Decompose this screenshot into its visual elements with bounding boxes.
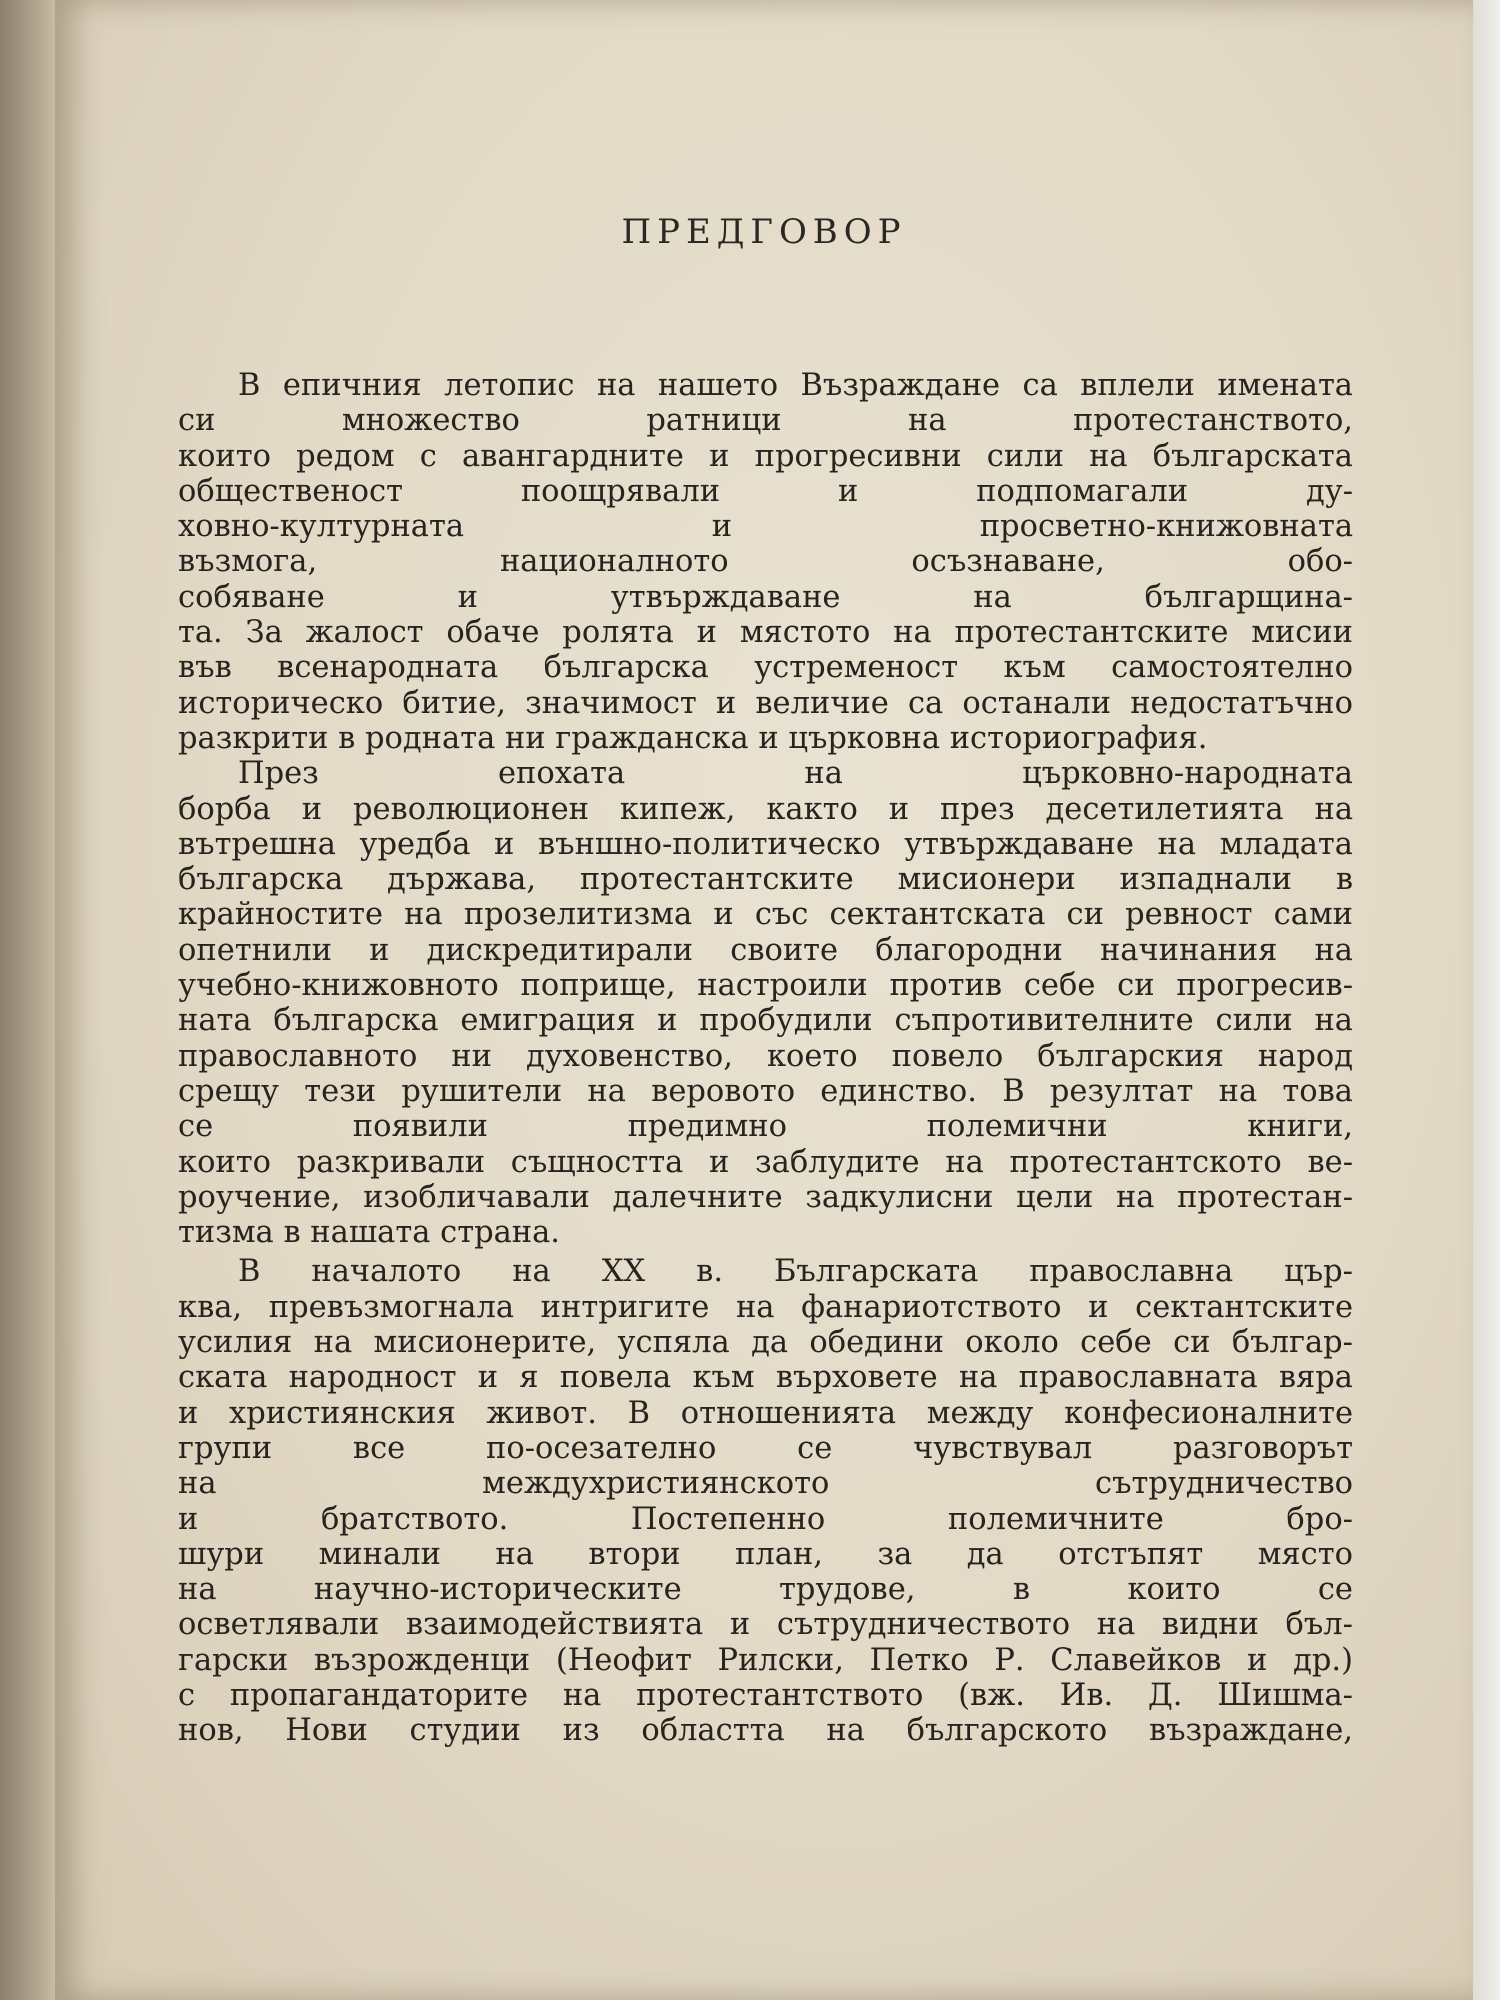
text-line: опетнили и дискредитирали своите благородни начинания на	[178, 932, 1353, 968]
text-line: които редом с авангардните и прогресивни сили на българската	[178, 438, 1353, 474]
text-line: групи все по-осезателно се чувствувал разговорът	[178, 1430, 1353, 1466]
text-line: и братството. Постепенно полемичните бро-	[178, 1501, 1353, 1537]
text-line: ховно-културната и просветно-книжовната	[178, 509, 1353, 545]
text-line: тизма в нашата страна.	[178, 1215, 560, 1251]
text-line: та. За жалост обаче ролята и мястото на протестантските мисии	[178, 615, 1353, 651]
text-line: ква, превъзмогнала интригите на фанариотството и сектантските	[178, 1289, 1353, 1325]
text-line: възмога, националното осъзнаване, обо-	[178, 544, 1353, 580]
desk-background-left	[0, 0, 60, 2000]
text-line: усилия на мисионерите, успяла да обедини около себе си българ-	[178, 1325, 1353, 1361]
text-line: осветлявали взаимодействията и сътрудничеството на видни бъл-	[178, 1607, 1353, 1643]
text-line: През епохата на църковно-народната	[238, 756, 1353, 792]
text-line: роучение, изобличавали далечните задкулисни цели на протестан-	[178, 1179, 1353, 1215]
text-line: ската народност и я повела към върховете на православната вяра	[178, 1360, 1353, 1396]
text-line: В началото на XX в. Българската православна цър-	[238, 1254, 1353, 1290]
text-line: общественост поощрявали и подпомагали ду-	[178, 473, 1353, 509]
text-line: борба и революционен кипеж, както и през десетилетията на	[178, 791, 1353, 827]
text-line: учебно-книжовното поприще, настроили против себе си прогресив-	[178, 968, 1353, 1004]
text-line: разкрити в родната ни гражданска и църковна историография.	[178, 720, 1208, 756]
page-title: ПРЕДГОВОР	[621, 212, 907, 252]
text-line: православното ни духовенство, което повело българския народ	[178, 1038, 1353, 1074]
text-line: срещу тези рушители на веровото единство. В резултат на това	[178, 1073, 1353, 1109]
text-line: крайностите на прозелитизма и със сектантската си ревност сами	[178, 897, 1353, 933]
book-page	[55, 0, 1473, 2000]
text-line: гарски възрожденци (Неофит Рилски, Петко Р. Славейков и др.)	[178, 1642, 1353, 1678]
text-line: във всенародната българска устременост към самостоятелно	[178, 650, 1353, 686]
text-line: които разкривали същността и заблудите на протестантското ве-	[178, 1144, 1353, 1180]
text-line: на междухристиянското сътрудничество	[178, 1466, 1353, 1502]
text-line: с пропагандаторите на протестантството (вж. Ив. Д. Шишма-	[178, 1677, 1353, 1713]
text-line: българска държава, протестантските мисионери изпаднали в	[178, 862, 1353, 898]
text-line: собяване и утвърждаване на българщина-	[178, 579, 1353, 615]
text-line: и християнския живот. В отношенията между конфесионалните	[178, 1395, 1353, 1431]
text-line: историческо битие, значимост и величие са останали недостатъчно	[178, 685, 1353, 721]
text-line: шури минали на втори план, за да отстъпят място	[178, 1536, 1353, 1572]
text-line: се появили предимно полемични книги,	[178, 1109, 1353, 1145]
text-line: В епичния летопис на нашето Възраждане са вплели имената	[238, 368, 1353, 403]
text-line: вътрешна уредба и външно-политическо утвърждаване на младата	[178, 826, 1353, 862]
text-line: си множество ратници на протестанството,	[178, 403, 1353, 439]
text-line: ната българска емиграция и пробудили съпротивителните сили на	[178, 1003, 1353, 1039]
text-line: на научно-историческите трудове, в които се	[178, 1572, 1353, 1608]
body-text	[178, 368, 1353, 1749]
text-line: нов, Нови студии из областта на българското възраждане,	[178, 1713, 1353, 1749]
